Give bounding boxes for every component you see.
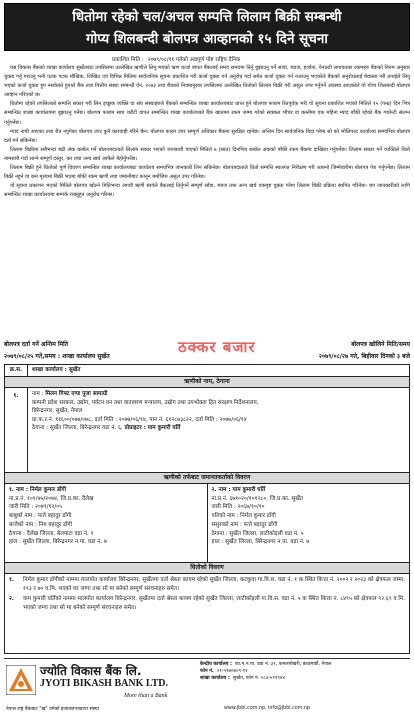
office-contacts <box>200 661 408 683</box>
borrower-section-title: ऋणीको नाम, ठेगाना <box>5 377 409 388</box>
guarantor-line: ठेगाना : सुर्खेत जिल्ला, लाटीकोइली वडा नं. ५ <box>211 530 304 537</box>
guarantor-1 <box>5 484 207 562</box>
banner-title-line2: गोप्य शिलबन्दी बोलपत्र आव्हानको १५ दिने सूचना <box>86 31 328 47</box>
notice-body <box>4 64 410 338</box>
collateral-item: १. निर्मल कुमार डाँगीको नाममा मालपोत कार्यालय बिरेन्द्रनगर, सुर्खेतमा दर्ता श्रेस्ता कायम रहेको सुर्खेत जिल्ला, कटकुवा गा.वि.स. वडा नं. १ क स्थित कित्ता नं. २००२ र २०२३ को क्षेत्रफल जम्मा: १९३ र ७० व.मि. भएको घर जग्गा तथा सो मा बनेको सम्पूर्ण संरचनाहरु समेत। <box>9 577 405 592</box>
office-row: शाखा कार्यालय : सुर्खेत, फोन नं. ०८३-५२१९४४ <box>200 676 285 682</box>
borrower-name: मिलन गिफ्ट एण्ड पूजा सामाग्री <box>45 391 108 397</box>
publication-label: प्रकाशित मिति : <box>112 57 144 63</box>
bank-footer <box>4 658 410 716</box>
bank-website-link[interactable]: www.jbbl.com.np, info@jbbl.com.np <box>224 706 310 711</box>
borrower-name-line: नाम : मिलन गिफ्ट एण्ड पूजा सामाग्री <box>32 391 108 397</box>
collateral-list <box>5 574 409 616</box>
guarantor-row <box>5 484 409 563</box>
table-header <box>5 365 409 377</box>
open-date-label: बोलपत्र खोलिने मिति/समय <box>351 341 410 348</box>
guarantor-line: ना.प्र.नं. १०१/७५/२०७४, जि.प्र.का. दैलेख <box>9 495 94 502</box>
guarantor-line: हाल : सुर्खेत जिल्ला, बिरेन्द्रनगर न.पा. वडा नं. ७ <box>211 539 310 546</box>
borrower-line: प्रा.फ.र.नं. ११६००/०७७/०७८, दर्ता मिति : २०७७/०६/१४, पान नं. ६१२८७३८२२, दर्ता मिति : २०७७/०६/१४ <box>32 416 247 423</box>
banner-title-line1: धितोमा रहेको चल/अचल सम्पत्ति लिलाम बिक्री सम्बन्धी <box>72 9 342 25</box>
guarantor-line: जारी मिति : २०७९/१२/०५ <box>9 504 63 511</box>
collateral-item: २. याम कुमारी घर्तिको नाममा मालपोत कार्यालय बिरेन्द्रनगर, सुर्खेतमा दर्ता श्रेस्ता कायम रहेको सुर्खेत जिल्ला, लाटीकोइली गा.वि.स. वडा नं. ५ क स्थित कित्ता नं. ८४९५ को क्षेत्रफल ९२.६९ व.मि. भएको जग्गा तथा सो मा बनेको सम्पूर्ण संरचनाहरु समेत। <box>9 596 405 611</box>
body-paragraph: लिलाम बिक्रीमा सबैभन्दा बढी अंक कबोल गर्ने बोलपत्रदाताले लिलाम सकार भएको जानकारी पाएको मितिले ७ (सात) दिनभित्र कबोल अंकको बाँकी रकम बैंकमा दाखिला गर्नुपर्नेछ। लिलाम सकार गर्ने व्यक्तिले धितो नामसारी गर्दा लाग्ने सम्पूर्ण दस्तुर, कर तथा अन्य खर्च आफैले बेहोर्नुपर्नेछ। <box>4 146 410 162</box>
collateral-section-title: धितोको विवरण <box>5 563 409 574</box>
auction-detail-table <box>4 364 410 654</box>
publication-line <box>112 55 332 63</box>
bank-tagline: More than a Bank <box>124 693 168 699</box>
body-paragraph: यो सूचना प्रकाशन भएको मितिले बोलपत्र खोल्ने मितिभन्दा अगावै ऋणी स्वयंले बैंकलाई तिर्नुपर्ने सम्पूर्ण साँवा, ब्याज तथा अन्य खर्च एकमुष्ट चुक्ता गरेमा लिलाम बिक्री प्रक्रिया स्थगित गरिनेछ। थप जानकारीको लागि सम्बन्धित शाखा कार्यालयमा सम्पर्क राख्नुहुन अनुरोध गरिन्छ। <box>4 183 410 199</box>
guarantor-line: हाल : सुर्खेत जिल्ला, बिरेन्द्रनगर न.पा. वडा नं. ७ <box>9 539 107 546</box>
bank-name-nepali: ज्योति विकास बैंक लि. <box>40 664 142 678</box>
last-date-label: बोलपत्र दर्ता गर्ने अन्तिम मिति <box>4 341 69 348</box>
jyoti-bikash-logo-icon <box>6 665 36 695</box>
guarantor-line: बाबुको नाम : फत्ते बहादुर डाँगी <box>9 513 72 520</box>
guarantor-name: १. नाम : निर्मल कुमार डाँगी <box>9 487 67 493</box>
office-row: केन्द्रीय कार्यालय : का.म.न.पा. वडा नं. ३१, कमलपोखरी, काठमाडौं, नेपाल <box>200 662 332 667</box>
publication-value: २०७९/०८/११ गतेको अन्नपूर्ण पोष्ट राष्ट्रिय दैनिक <box>147 57 241 63</box>
guarantor-line: जारी मिति : २०६७/१०/१० <box>211 504 265 511</box>
license-note: नेपाल राष्ट्र बैंकबाट "ख" वर्गको इजाजतपत्रप्राप्त संस्था <box>6 707 99 712</box>
guarantor-name: २. नाम : याम कुमारी घर्ति <box>211 487 266 493</box>
bank-name-english: JYOTI BIKASH BANK LTD. <box>40 678 168 689</box>
guarantor-line: ठेगाना : दैलेख जिल्ला, बेलपाटा वडा नं. ९ <box>9 530 94 537</box>
office-row: फोन नं. ०१-५९७०७०९-११ <box>200 669 248 675</box>
col-branch: शाखा कार्यालय : सुर्खेत <box>32 367 81 373</box>
guarantor-section-title: ऋणीको तर्फबाट जमानतकर्ताको विवरण <box>5 473 409 484</box>
thakkar-bazar-watermark: ठक्कर बजार <box>178 338 256 356</box>
proprietor-name: याम कुमारी घर्ति <box>147 425 181 432</box>
guarantor-line: ना.प्र.नं. ६७१०२०/१०१२८०, जि.प्र.का. सुर्खेत <box>211 495 303 502</box>
col-serial: क्र.स. <box>5 365 28 376</box>
guarantor-2 <box>207 484 410 562</box>
last-date-value: २०७९/०८/२५ गते,समय : शाखा कार्यालय सुर्खेत <box>4 353 110 360</box>
body-paragraph: धितोमा रहेको तपसिलको सम्पत्ति सकार गरी लिन इच्छुक व्यक्ति वा संघ संस्थाहरुले बैंकको सम्बन्धित शाखा कार्यालयबाट प्राप्त हुने बोलपत्र फाराम रितपूर्वक भरी यो सूचना प्रकाशित भएको मितिले १५ (पन्ध्र) दिन भित्र सम्बन्धित शाखा कार्यालयमा बुझाउनु पर्नेछ। बोलपत्र फाराम साथ धरौटी वापत सम्बन्धित शाखा कार्यालयको बैंक खातामा रकम जम्मा गरेको सक्कल भौचर वा कम्तीमा एक महिना म्याद बाँकी रहेको बैंक ग्यारेन्टी संलग्न गर्नुपर्नेछ। <box>4 101 410 126</box>
borrower-line: कम्पनी प्रदेश सरकार, उद्योग, पर्यटन वन तथा वातावरण मन्त्रालय, उद्योग तथा उपभोक्ता हित संरक्षण निर्देशनालय, <box>32 399 259 406</box>
body-paragraph: लिलाम बिक्री हुने धितोको पूर्ण विवरण सम्बन्धित शाखा कार्यालयबाट कार्यालय समयभित्र जानकारी लिन सकिनेछ। बोलपत्रदाताले धितो सम्पत्ति स्थलगत निरीक्षण गरी आफ्नो जिम्मेवारीमा बोलपत्र पेश गर्नुपर्नेछ। लिलाम बिक्री नहुने वा कम मूल्यमा बिक्री भएमा बाँकी रकम ऋणी तथा जमानीबाट कानून बमोजिम असुल उपर गरिनेछ। <box>4 165 410 181</box>
guarantor-line: ससुराको नाम : फत्ते बहादुर डाँगी <box>211 521 278 528</box>
borrower-line: बिरेन्द्रनगर, सुर्खेत, नेपाल <box>32 408 83 415</box>
borrower-serial: १. <box>5 388 28 472</box>
borrower-info <box>28 388 409 472</box>
body-paragraph: म्याद नाघी आएका तथा रीत नपुगेका बोलपत्र उपर कुनै कारवाही गरिने छैन। बोलपत्र फारम उपर सम्पूर्ण अधिकार बैंकमा सुरक्षित रहनेछ। अन्तिम दिन सार्वजनिक बिदा परेमा सो को भोलिपल्ट कार्यालय समयभित्र बोलपत्र दर्ता गर्न सकिनेछ। <box>4 128 410 144</box>
open-date-value: २०७९/०८/२७ गते, बिहीवार दिनको ३ बजे <box>318 353 410 360</box>
borrower-row <box>5 388 409 473</box>
body-paragraph: यस विकास बैंकको शाखा कार्यालय सुर्खेतबाट तपसिलमा उल्लेखित ऋणीले लिनु भएको ऋण कर्जा बापत बैंकलाई समय समयमा तिर्नु बुझाउनु पर्ने सावा, ब्याज, हर्जाना, पेनाल्टी लगायतका रकमहरु बैंकको नियम अनुसार चुक्ता गर्नु गराउनु भनी पटक पटक मौखिक, लिखित एवं विभिन्न मितिमा सार्वजनिक सूचना प्रकाशित गरी कर्जा चुक्ता गर्न अनुरोध गर्दा समेत कर्जा चुक्ता गर्न नआउनु भएकोले बैंकको अनुरोधलाई बेवास्ता गरी तपाईले लिनु भएको कर्जा चुक्ता हुन नसकेको हुनाले बैंक तथा वित्तीय संस्था सम्बन्धी ऐन, २०७३ तथा बैंकको नियमानुसार तपसिलमा उल्लेखित धितोको लिलाम बिक्री गरी असुल उपर गर्नुपर्ने अवस्था आएकोले यो गोप्य शिलबन्दी बोलपत्र आव्हान गरिएको छ। <box>4 65 410 99</box>
notice-banner <box>4 3 410 51</box>
guarantor-line: पतिको नाम : निर्मल कुमार डाँगी <box>211 513 276 520</box>
borrower-address-line: ठेगाना : सुर्खेत जिल्ला, बिरेन्द्रनगर वडा नं. ६, प्रोप्राइटर : याम कुमारी घर्ति <box>32 425 181 432</box>
guarantor-line: बाजेको नाम : निम बहादुर डाँगी <box>9 521 73 528</box>
